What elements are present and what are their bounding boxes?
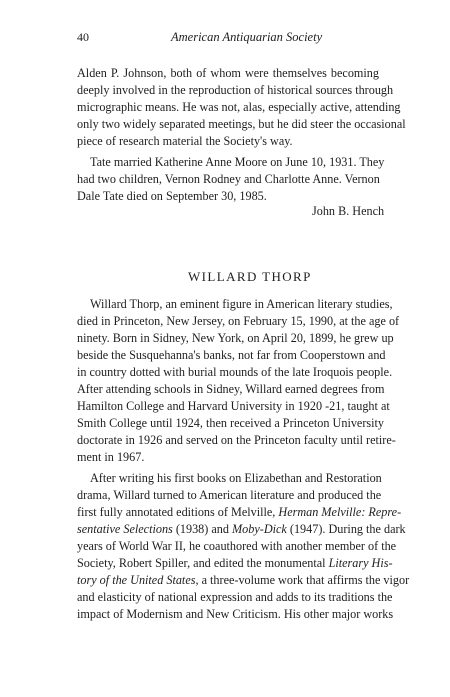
text-line: had two children, Vernon Rodney and Charlotte Anne. Vernon (77, 172, 380, 186)
book-title: Herman Melville: Repre- (278, 505, 402, 519)
page-number: 40 (77, 30, 89, 44)
text-line: piece of research material the Society's way. (77, 134, 293, 148)
text-line: beside the Susquehanna's banks, not far from Cooperstown and (77, 348, 386, 362)
text-line: ninety. Born in Sidney, New York, on April 20, 1899, he grew up (77, 331, 394, 345)
text-run: first fully annotated editions of Melville, (77, 505, 279, 519)
author-signature: John B. Hench (312, 204, 385, 218)
book-title: Literary His- (328, 556, 393, 570)
text-line: in country dotted with burial mounds of the late Iroquois people. (77, 365, 393, 379)
text-line: doctorate in 1926 and served on the Princeton faculty until retire- (77, 433, 396, 447)
text-line: Hamilton College and Harvard University in 1920 -21, taught at (77, 399, 390, 413)
text-run: (1947). During the dark (286, 522, 406, 536)
text-line (77, 572, 410, 589)
book-title: Moby-Dick (232, 522, 287, 536)
text-line: drama, Willard turned to American literature and produced the (77, 488, 382, 502)
section-title: WILLARD THORP (188, 269, 312, 284)
text-line: micrographic means. He was not, alas, especially active, attending (77, 100, 401, 114)
text-line: ment in 1967. (77, 450, 145, 464)
text-line (77, 521, 406, 538)
text-line: died in Princeton, New Jersey, on February 15, 1990, at the age of (77, 314, 400, 328)
text-run: Society, Robert Spiller, and edited the monumental (77, 556, 329, 570)
text-line: and elasticity of national expression and adds to its traditions the (77, 590, 393, 604)
book-title: sentative Selections (77, 522, 173, 536)
text-run: (1938) and (172, 522, 233, 536)
text-line: Alden P. Johnson, both of whom were themselves becoming (77, 66, 379, 80)
text-line (77, 555, 393, 572)
text-line: years of World War II, he coauthored with another member of the (77, 539, 397, 553)
text-line: After writing his first books on Elizabethan and Restoration (90, 471, 382, 485)
book-title: tory of the United States (77, 573, 196, 587)
text-line: Smith College until 1924, then received a Princeton University (77, 416, 384, 430)
text-line: impact of Modernism and New Criticism. His other major works (77, 607, 394, 621)
running-head: American Antiquarian Society (171, 30, 323, 44)
text-line: Dale Tate died on September 30, 1985. (77, 189, 267, 203)
text-line (77, 504, 402, 521)
text-line: Tate married Katherine Anne Moore on June 10, 1931. They (90, 155, 385, 169)
text-run: , a three-volume work that affirms the vigor (195, 573, 410, 587)
text-line: only two widely separated meetings, but he did steer the occasional (77, 117, 406, 131)
text-line: Willard Thorp, an eminent figure in American literary studies, (90, 297, 393, 311)
text-line: deeply involved in the reproduction of historical sources through (77, 83, 394, 97)
text-line: After attending schools in Sidney, Willard earned degrees from (77, 382, 385, 396)
page-header (77, 30, 377, 46)
